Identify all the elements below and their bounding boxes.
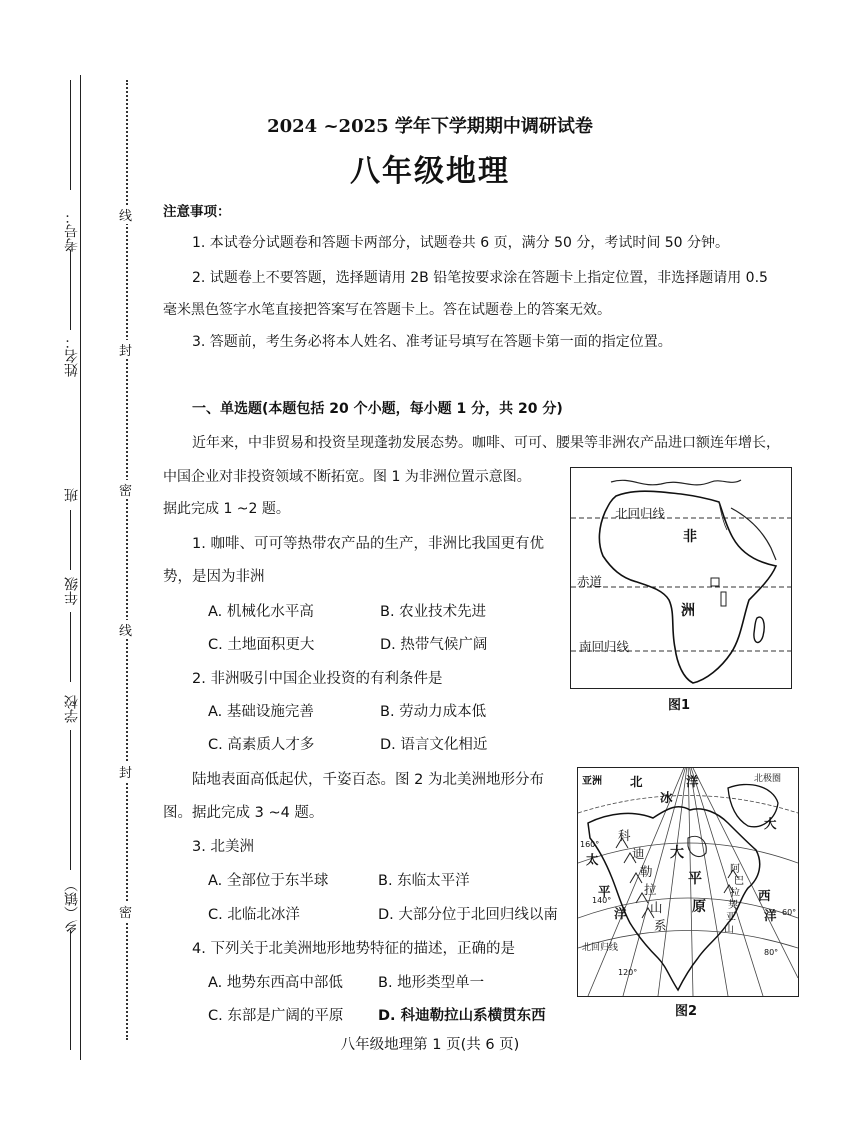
equator-label: 赤道 xyxy=(577,574,603,589)
option-2a[interactable]: A. 基础设施完善 xyxy=(208,704,314,720)
option-3c[interactable]: C. 北临北冰洋 xyxy=(208,907,300,923)
seal-mark: 密 xyxy=(119,902,132,921)
map-degree: 140° xyxy=(592,896,612,905)
subject-title: 八年级地理 xyxy=(350,154,510,189)
blank-grade[interactable] xyxy=(70,612,71,682)
field-school: 学校 xyxy=(64,695,80,723)
map-label-la2: 拉 xyxy=(730,888,740,899)
option-4c[interactable]: C. 东部是广阔的平原 xyxy=(208,1008,344,1024)
field-township: 乡（镇） xyxy=(64,878,80,934)
notice-item-2-cont: 毫米黑色签字水笔直接把答案写在答题卡上。答在试题卷上的答案无效。 xyxy=(163,302,611,318)
figure-1-africa-map xyxy=(570,467,792,689)
option-2c[interactable]: C. 高素质人才多 xyxy=(208,737,315,753)
option-1c[interactable]: C. 土地面积更大 xyxy=(208,637,315,653)
intro-text: 中国企业对非投资领域不断拓宽。图 1 为非洲位置示意图。 xyxy=(163,469,531,485)
seal-mark: 封 xyxy=(119,762,132,781)
intro-text: 近年来，中非贸易和投资呈现蓬勃发展态势。咖啡、可可、腰果等非洲农产品进口额连年增长， xyxy=(192,435,780,451)
africa-label-zhou: 洲 xyxy=(681,603,695,619)
map-label-yang2: 洋 xyxy=(764,908,777,923)
map-label-tropic: 北回归线 xyxy=(582,943,619,953)
map-label-da2: 大 xyxy=(670,845,684,861)
notice-item-2: 2. 试题卷上不要答题，选择题请用 2B 铅笔按要求涂在答题卡上指定位置，非选择题请用 0.5 xyxy=(192,270,768,286)
exam-title: 2024 ~2025 学年下学期期中调研试卷 xyxy=(267,116,593,137)
map-label-yang: 洋 xyxy=(686,774,699,789)
page-footer: 八年级地理第 1 页(共 6 页) xyxy=(340,1037,520,1053)
north-tropic-label: 北回归线 xyxy=(615,506,666,521)
intro-text-2: 陆地表面高低起伏，千姿百态。图 2 为北美洲地形分布 xyxy=(192,772,544,788)
option-1b[interactable]: B. 农业技术先进 xyxy=(380,604,487,620)
map-degree: 60° xyxy=(782,908,797,917)
map-label-yang3: 洋 xyxy=(614,906,627,921)
field-grade: 年级 xyxy=(64,577,80,605)
option-4a[interactable]: A. 地势东西高中部低 xyxy=(208,975,343,991)
map-degree: 80° xyxy=(764,948,779,957)
question-3: 3. 北美洲 xyxy=(192,839,254,855)
map-label-tai: 太 xyxy=(586,852,599,867)
map-label-da: 大 xyxy=(764,816,777,831)
map-label-yuan: 原 xyxy=(692,899,706,915)
map-label-bing: 冰 xyxy=(660,790,673,805)
notice-item-1: 1. 本试卷分试题卷和答题卡两部分，试题卷共 6 页，满分 50 分，考试时间 50 分钟。 xyxy=(192,235,730,251)
question-1-cont: 势，是因为非洲 xyxy=(163,569,265,585)
map-label-shan: 山 xyxy=(650,900,663,915)
blank-township[interactable] xyxy=(70,930,71,1050)
option-4d[interactable]: D. 科迪勒拉山系横贯东西 xyxy=(378,1008,546,1024)
intro-text-2: 图。据此完成 3 ~4 题。 xyxy=(163,805,324,821)
field-exam-number: 考号： xyxy=(64,210,80,252)
africa-label-fei: 非 xyxy=(683,529,697,545)
map-label-asia: 亚洲 xyxy=(582,776,602,787)
map-label-ba: 巴 xyxy=(734,876,744,887)
figure-1-caption: 图1 xyxy=(668,698,691,713)
map-label-di: 迪 xyxy=(632,846,645,861)
field-class: 班 xyxy=(64,488,80,502)
map-label-bei: 北 xyxy=(630,774,643,789)
south-tropic-label: 南回归线 xyxy=(579,639,630,654)
blank-school[interactable] xyxy=(70,730,71,870)
map-label-shan2: 山 xyxy=(724,924,734,935)
intro-text: 据此完成 1 ~2 题。 xyxy=(163,501,290,517)
seal-mark: 线 xyxy=(119,620,132,639)
option-3a[interactable]: A. 全部位于东半球 xyxy=(208,873,329,889)
option-2d[interactable]: D. 语言文化相近 xyxy=(380,737,488,753)
seal-mark: 密 xyxy=(119,480,132,499)
map-label-qi: 契 xyxy=(728,900,738,911)
option-1d[interactable]: D. 热带气候广阔 xyxy=(380,637,488,653)
map-label-la: 拉 xyxy=(644,882,657,897)
map-label-xi: 西 xyxy=(758,888,771,903)
map-label-ping2: 平 xyxy=(688,871,702,887)
figure-2-north-america-map xyxy=(577,767,799,997)
field-name: 姓名： xyxy=(64,335,80,377)
seal-mark: 封 xyxy=(119,340,132,359)
section-heading: 一、单选题(本题包括 20 个小题，每小题 1 分，共 20 分) xyxy=(192,401,563,417)
option-2b[interactable]: B. 劳动力成本低 xyxy=(380,704,487,720)
binding-line-dotted xyxy=(126,80,128,1040)
question-4: 4. 下列关于北美洲地形地势特征的描述，正确的是 xyxy=(192,941,515,957)
map-degree: 120° xyxy=(618,968,638,977)
blank-class[interactable] xyxy=(70,510,71,570)
map-label-arctic-circle: 北极圈 xyxy=(754,774,782,784)
blank-name[interactable] xyxy=(70,250,71,330)
map-label-ke: 科 xyxy=(618,828,631,843)
africa-outline xyxy=(571,468,791,688)
map-degree: 160° xyxy=(580,840,600,849)
map-label-a: 阿 xyxy=(730,864,740,875)
map-label-xi2: 系 xyxy=(654,918,667,933)
seal-mark: 线 xyxy=(119,205,132,224)
option-3d[interactable]: D. 大部分位于北回归线以南 xyxy=(378,907,558,923)
option-3b[interactable]: B. 东临太平洋 xyxy=(378,873,470,889)
notice-heading: 注意事项： xyxy=(163,204,231,220)
option-1a[interactable]: A. 机械化水平高 xyxy=(208,604,314,620)
notice-item-3: 3. 答题前，考生务必将本人姓名、准考证号填写在答题卡第一面的指定位置。 xyxy=(192,334,672,350)
map-label-ya: 亚 xyxy=(726,912,736,923)
map-label-ping: 平 xyxy=(598,884,611,899)
figure-2-caption: 图2 xyxy=(675,1004,698,1019)
question-1: 1. 咖啡、可可等热带农产品的生产，非洲比我国更有优 xyxy=(192,536,544,552)
map-label-le: 勒 xyxy=(640,864,653,879)
question-2: 2. 非洲吸引中国企业投资的有利条件是 xyxy=(192,671,443,687)
option-4b[interactable]: B. 地形类型单一 xyxy=(378,975,485,991)
